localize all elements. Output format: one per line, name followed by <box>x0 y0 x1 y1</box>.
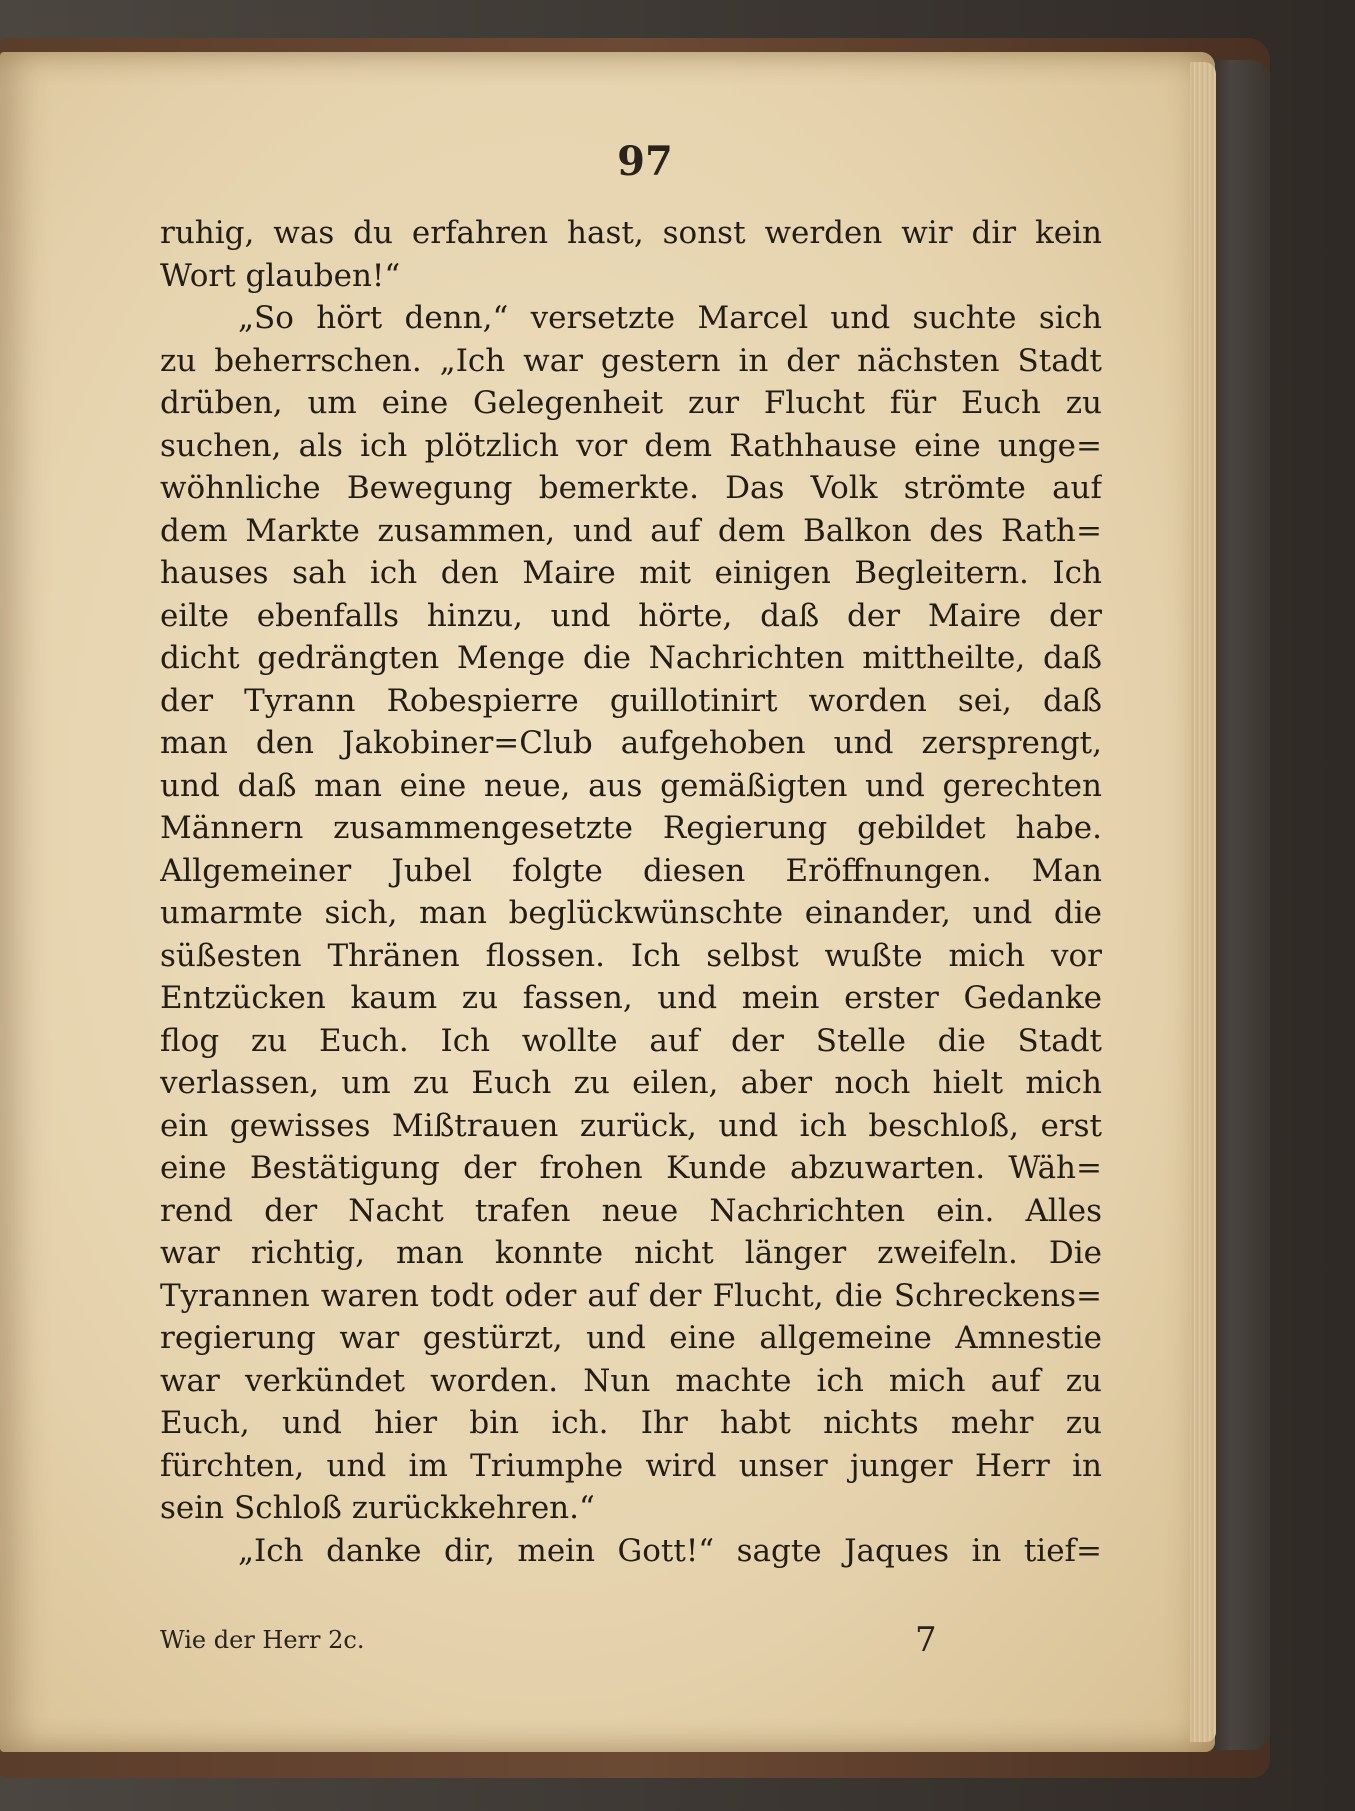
text-line: ein gewisses Mißtrauen zurück, und ich beschloß, erst <box>160 1107 1102 1144</box>
text-line: Allgemeiner Jubel folgte diesen Eröffnungen. Man <box>160 852 1102 889</box>
text-line: fürchten, und im Triumphe wird unser junger Herr in <box>160 1447 1102 1484</box>
text-line: Entzücken kaum zu fassen, und mein erster Gedanke <box>160 980 1102 1016</box>
text-line: Wort glauben!“ <box>160 257 401 294</box>
text-line: „So hört denn,“ versetzte Marcel und suchte sich <box>238 300 1102 336</box>
text-line: suchen, als ich plötzlich vor dem Rathhause eine unge= <box>160 427 1102 464</box>
text-line: eine Bestätigung der frohen Kunde abzuwarten. Wäh= <box>160 1150 1102 1186</box>
text-line: drüben, um eine Gelegenheit zur Flucht für Euch zu <box>160 385 1102 421</box>
text-line: sein Schloß zurückkehren.“ <box>160 1490 595 1526</box>
text-line: süßesten Thränen flossen. Ich selbst wußte mich vor <box>160 937 1102 974</box>
text-line: man den Jakobiner=Club aufgehoben und zersprengt, <box>160 725 1102 761</box>
text-line: zu beherrschen. „Ich war gestern in der nächsten Stadt <box>160 342 1102 379</box>
text-line: Männern zusammengesetzte Regierung gebildet habe. <box>160 810 1102 846</box>
text-line: Tyrannen waren todt oder auf der Flucht, die Schreckens= <box>160 1277 1102 1314</box>
text-line: und daß man eine neue, aus gemäßigten und gerechten <box>160 767 1102 804</box>
text-line: „Ich danke dir, mein Gott!“ sagte Jaques in tief= <box>238 1532 1102 1569</box>
text-line: flog zu Euch. Ich wollte auf der Stelle die Stadt <box>160 1022 1102 1059</box>
text-line: verlassen, um zu Euch zu eilen, aber noch hielt mich <box>160 1065 1102 1101</box>
page-edges <box>1190 62 1216 1742</box>
running-signature: Wie der Herr 2c. <box>160 1626 365 1654</box>
text-line: regierung war gestürzt, und eine allgemeine Amnestie <box>160 1320 1102 1356</box>
sheet-mark: 7 <box>915 1620 937 1660</box>
page-footer <box>160 1620 940 1660</box>
text-line: eilte ebenfalls hinzu, und hörte, daß der Maire der <box>160 597 1102 634</box>
body-text <box>160 212 1102 1572</box>
text-line: der Tyrann Robespierre guillotinirt worden sei, daß <box>160 682 1102 719</box>
text-line: ruhig, was du erfahren hast, sonst werden wir dir kein <box>160 215 1102 251</box>
page-number: 97 <box>617 138 673 185</box>
text-line: Euch, und hier bin ich. Ihr habt nichts mehr zu <box>160 1405 1102 1441</box>
text-line: hauses sah ich den Maire mit einigen Begleitern. Ich <box>160 555 1102 591</box>
text-line: war verkündet worden. Nun machte ich mich auf zu <box>160 1362 1102 1399</box>
text-line: dicht gedrängten Menge die Nachrichten mittheilte, daß <box>160 640 1102 676</box>
text-line: wöhnliche Bewegung bemerkte. Das Volk strömte auf <box>160 470 1102 506</box>
text-line: dem Markte zusammen, und auf dem Balkon des Rath= <box>160 512 1102 549</box>
text-line: rend der Nacht trafen neue Nachrichten ein. Alles <box>160 1192 1102 1229</box>
text-line: war richtig, man konnte nicht länger zweifeln. Die <box>160 1235 1102 1271</box>
text-line: umarmte sich, man beglückwünschte einander, und die <box>160 895 1102 931</box>
